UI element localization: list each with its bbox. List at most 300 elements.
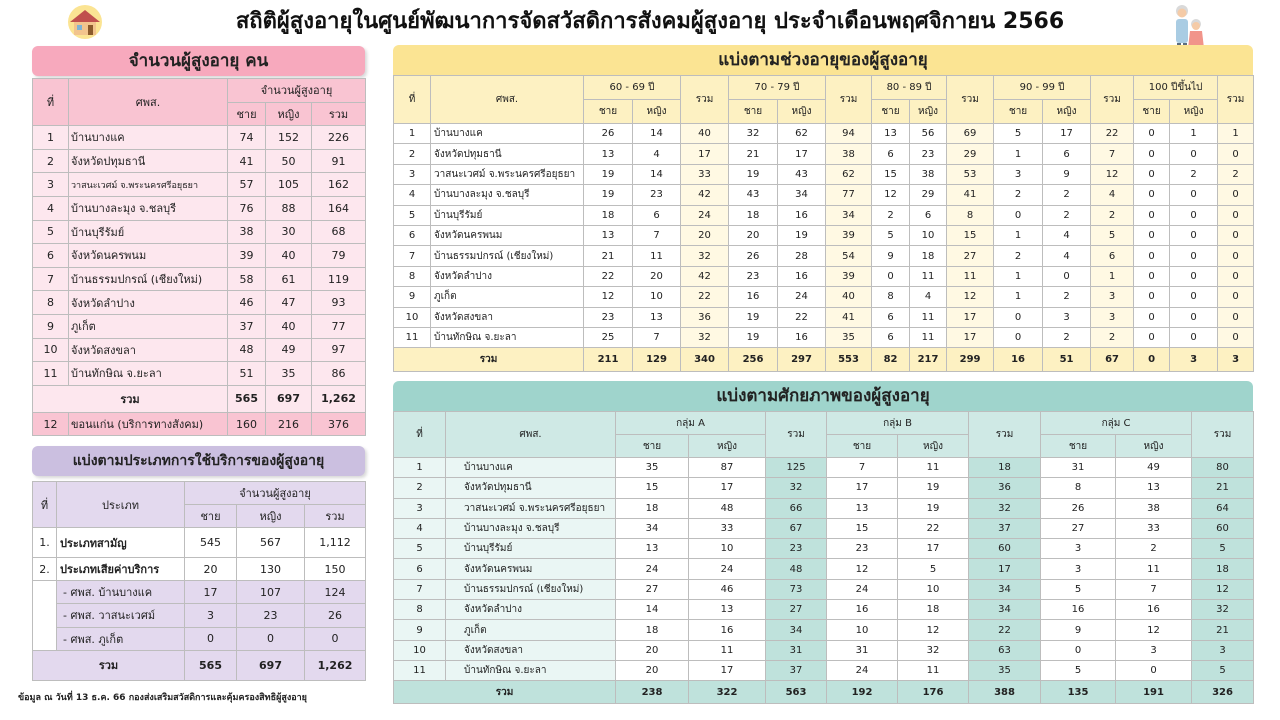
row-value: 16 — [778, 205, 826, 225]
row-value: 0 — [1170, 185, 1218, 205]
table-row — [33, 244, 366, 268]
row-value: 20 — [616, 640, 689, 660]
row-total: 29 — [947, 144, 994, 164]
row-value: 25 — [584, 327, 633, 347]
row-total: 93 — [312, 291, 366, 315]
row-value: 13 — [827, 498, 898, 518]
subrow-total: 0 — [305, 627, 366, 650]
row-total: 54 — [826, 246, 872, 266]
row-name: บ้านบางละมุง จ.ชลบุรี — [69, 196, 228, 220]
row-name: จังหวัดลำปาง — [69, 291, 228, 315]
header-age-70: 70 - 79 ปี — [729, 76, 826, 100]
row-value: 11 — [910, 327, 947, 347]
row-total: 119 — [312, 267, 366, 291]
row-total: 12 — [1192, 579, 1254, 599]
row-value: 15 — [872, 164, 910, 184]
row-value: 16 — [1116, 600, 1192, 620]
subrow-name: - ศพส. ภูเก็ต — [57, 627, 185, 650]
total-value: 299 — [947, 348, 994, 372]
row-name: บ้านธรรมปกรณ์ (เชียงใหม่) — [431, 246, 584, 266]
row-value: 0 — [1134, 287, 1170, 307]
row-value: 16 — [729, 287, 778, 307]
row-male: 58 — [228, 267, 266, 291]
row-total: 40 — [826, 287, 872, 307]
row-female: 152 — [266, 126, 312, 150]
total-value: 388 — [969, 681, 1041, 704]
row-total: 5 — [1192, 660, 1254, 680]
row-name: ภูเก็ต — [446, 620, 616, 640]
row-name: ประเภทสามัญ — [57, 528, 185, 558]
row-female: 61 — [266, 267, 312, 291]
row-value: 12 — [898, 620, 969, 640]
row-no: 6 — [33, 244, 69, 268]
subrow-female: 23 — [237, 604, 305, 627]
row-name: บ้านธรรมปกรณ์ (เชียงใหม่) — [446, 579, 616, 599]
row-no: 5 — [394, 539, 446, 559]
row-no: 7 — [394, 246, 431, 266]
total-female: 697 — [237, 650, 305, 680]
header-center: ศพส. — [69, 79, 228, 126]
row-value: 24 — [689, 559, 766, 579]
row-male: 76 — [228, 196, 266, 220]
header-female: หญิง — [1116, 435, 1192, 458]
header-female: หญิง — [898, 435, 969, 458]
table-row — [394, 478, 1254, 498]
row-value: 5 — [898, 559, 969, 579]
row-value: 14 — [633, 164, 681, 184]
row-total: 27 — [766, 600, 827, 620]
row-total: 68 — [312, 220, 366, 244]
row-value: 26 — [584, 124, 633, 144]
row-value: 13 — [689, 600, 766, 620]
header-total: รวม — [681, 76, 729, 124]
row-value: 10 — [910, 225, 947, 245]
table-row — [33, 173, 366, 197]
row-value: 0 — [1170, 307, 1218, 327]
row-no: 9 — [394, 620, 446, 640]
row-total: 34 — [969, 600, 1041, 620]
row-name: วาสนะเวศม์ จ.พระนครศรีอยุธยา — [446, 498, 616, 518]
row-value: 0 — [872, 266, 910, 286]
row-value: 13 — [633, 307, 681, 327]
row-value: 35 — [616, 458, 689, 478]
row-value: 6 — [910, 205, 947, 225]
row-value: 1 — [994, 287, 1043, 307]
row-total: 20 — [681, 225, 729, 245]
row-value: 22 — [778, 307, 826, 327]
row-female: 88 — [266, 196, 312, 220]
table-row — [394, 640, 1254, 660]
row-name: บ้านบางละมุง จ.ชลบุรี — [431, 185, 584, 205]
row-total: 86 — [312, 362, 366, 386]
table-row — [33, 362, 366, 386]
table-row — [394, 185, 1254, 205]
row-name: บ้านทักษิณ จ.ยะลา — [69, 362, 228, 386]
row-value: 11 — [910, 266, 947, 286]
row-total: 18 — [969, 458, 1041, 478]
row-value: 0 — [1134, 185, 1170, 205]
table-row — [33, 604, 366, 627]
row-value: 23 — [584, 307, 633, 327]
row-no: 1 — [33, 126, 69, 150]
age-range-table — [393, 75, 1254, 372]
row-no: 1 — [394, 458, 446, 478]
row-name: จังหวัดนครพนม — [446, 559, 616, 579]
row-no: 11 — [33, 362, 69, 386]
row-value: 11 — [898, 458, 969, 478]
page-title: สถิติผู้สูงอายุในศูนย์พัฒนาการจัดสวัสดิการสังคมผู้สูงอายุ ประจำเดือนพฤศจิกายน 2566 — [235, 9, 1065, 34]
header-male: ชาย — [994, 100, 1043, 124]
row-total: 35 — [826, 327, 872, 347]
total-label: รวม — [33, 385, 228, 412]
row-value: 8 — [872, 287, 910, 307]
header-total: รวม — [1192, 412, 1254, 458]
row-value: 17 — [898, 539, 969, 559]
row-name: จังหวัดสงขลา — [69, 338, 228, 362]
row-value: 10 — [689, 539, 766, 559]
row-total: 64 — [1192, 498, 1254, 518]
table-row — [394, 307, 1254, 327]
row-value: 3 — [1116, 640, 1192, 660]
row-total: 0 — [1218, 205, 1254, 225]
header-total: รวม — [766, 412, 827, 458]
row-value: 12 — [827, 559, 898, 579]
row-value: 7 — [827, 458, 898, 478]
row-female: 130 — [237, 558, 305, 581]
row-value: 0 — [994, 327, 1043, 347]
row-total: 0 — [1218, 266, 1254, 286]
row-total: 150 — [305, 558, 366, 581]
total-value: 192 — [827, 681, 898, 704]
header-age-100: 100 ปีขึ้นไป — [1134, 76, 1218, 100]
subrow-spacer — [33, 581, 57, 651]
header-center: ศพส. — [431, 76, 584, 124]
row-total: 34 — [766, 620, 827, 640]
row-no: 2 — [394, 478, 446, 498]
row-total: 2 — [1091, 327, 1134, 347]
row-value: 31 — [827, 640, 898, 660]
row-value: 0 — [1170, 266, 1218, 286]
header-group-a: กลุ่ม A — [616, 412, 766, 435]
row-name: จังหวัดลำปาง — [446, 600, 616, 620]
row-value: 7 — [1116, 579, 1192, 599]
row-value: 20 — [729, 225, 778, 245]
row-value: 2 — [872, 205, 910, 225]
row-value: 5 — [872, 225, 910, 245]
row-no: 1. — [33, 528, 57, 558]
row-total: 22 — [681, 287, 729, 307]
row-female: 50 — [266, 149, 312, 173]
row-value: 5 — [1041, 579, 1116, 599]
header-group-c: กลุ่ม C — [1041, 412, 1192, 435]
total-value: 0 — [1134, 348, 1170, 372]
table-row — [394, 559, 1254, 579]
age-range-banner — [393, 45, 1253, 75]
row-value: 1 — [994, 266, 1043, 286]
row-no: 11 — [394, 327, 431, 347]
row-male: 48 — [228, 338, 266, 362]
row-total: 94 — [826, 124, 872, 144]
extra-name: ขอนแก่น (บริการทางสังคม) — [69, 412, 228, 436]
row-total: 38 — [826, 144, 872, 164]
row-total: 32 — [681, 327, 729, 347]
table-row — [394, 287, 1254, 307]
row-no: 5 — [33, 220, 69, 244]
header-male: ชาย — [185, 505, 237, 528]
row-total: 2 — [1218, 164, 1254, 184]
total-value: 3 — [1170, 348, 1218, 372]
row-total: 36 — [969, 478, 1041, 498]
row-value: 46 — [689, 579, 766, 599]
total-value: 563 — [766, 681, 827, 704]
row-value: 11 — [898, 660, 969, 680]
row-value: 13 — [872, 124, 910, 144]
row-male: 545 — [185, 528, 237, 558]
total-value: 191 — [1116, 681, 1192, 704]
row-no: 3 — [394, 164, 431, 184]
age-range-banner-label: แบ่งตามช่วงอายุของผู้สูงอายุ — [718, 50, 928, 70]
row-value: 4 — [910, 287, 947, 307]
row-value: 1 — [994, 225, 1043, 245]
row-value: 9 — [1043, 164, 1091, 184]
row-value: 62 — [778, 124, 826, 144]
table-row — [394, 498, 1254, 518]
row-value: 0 — [1134, 327, 1170, 347]
row-no: 7 — [33, 267, 69, 291]
row-value: 18 — [729, 205, 778, 225]
row-total: 24 — [681, 205, 729, 225]
header-no: ที่ — [33, 482, 57, 528]
total-value: 217 — [910, 348, 947, 372]
row-male: 38 — [228, 220, 266, 244]
row-total: 8 — [947, 205, 994, 225]
service-type-table — [32, 481, 366, 681]
row-no: 9 — [33, 314, 69, 338]
row-value: 0 — [1116, 660, 1192, 680]
row-total: 39 — [826, 225, 872, 245]
row-value: 3 — [1041, 539, 1116, 559]
header-age-80: 80 - 89 ปี — [872, 76, 947, 100]
row-total: 48 — [766, 559, 827, 579]
row-no: 8 — [394, 600, 446, 620]
total-value: 211 — [584, 348, 633, 372]
row-value: 13 — [584, 225, 633, 245]
row-total: 5 — [1091, 225, 1134, 245]
row-total: 1 — [1091, 266, 1134, 286]
subrow-total: 26 — [305, 604, 366, 627]
row-no: 6 — [394, 225, 431, 245]
row-value: 17 — [827, 478, 898, 498]
row-value: 6 — [872, 144, 910, 164]
header-no: ที่ — [33, 79, 69, 126]
row-no: 6 — [394, 559, 446, 579]
table-row — [33, 581, 366, 604]
row-total: 2 — [1091, 205, 1134, 225]
header-total: รวม — [305, 505, 366, 528]
row-value: 33 — [1116, 518, 1192, 538]
row-total: 1 — [1218, 124, 1254, 144]
row-value: 0 — [1134, 266, 1170, 286]
row-value: 12 — [584, 287, 633, 307]
row-value: 87 — [689, 458, 766, 478]
header-female: หญิง — [778, 100, 826, 124]
row-total: 77 — [312, 314, 366, 338]
row-value: 24 — [778, 287, 826, 307]
header-total: รวม — [1091, 76, 1134, 124]
row-no: 8 — [394, 266, 431, 286]
header-group: จำนวนผู้สูงอายุ — [228, 79, 366, 103]
total-value: 135 — [1041, 681, 1116, 704]
total-row — [33, 650, 366, 680]
header-no: ที่ — [394, 412, 446, 458]
row-name: จังหวัดปทุมธานี — [69, 149, 228, 173]
capability-table — [393, 411, 1254, 704]
header-total: รวม — [969, 412, 1041, 458]
row-total: 42 — [681, 185, 729, 205]
row-total: 91 — [312, 149, 366, 173]
header-age-90: 90 - 99 ปี — [994, 76, 1091, 100]
row-value: 6 — [1043, 144, 1091, 164]
row-total: 17 — [969, 559, 1041, 579]
header-male: ชาย — [616, 435, 689, 458]
row-value: 23 — [910, 144, 947, 164]
row-no: 4 — [394, 185, 431, 205]
row-value: 4 — [1043, 225, 1091, 245]
row-value: 19 — [898, 498, 969, 518]
header-female: หญิง — [1170, 100, 1218, 124]
header-total: รวม — [1218, 76, 1254, 124]
row-value: 24 — [616, 559, 689, 579]
header-female: หญิง — [689, 435, 766, 458]
table-row — [33, 528, 366, 558]
row-value: 0 — [1134, 246, 1170, 266]
row-value: 2 — [1170, 164, 1218, 184]
total-row — [394, 681, 1254, 704]
elderly-count-banner — [32, 46, 365, 76]
row-value: 0 — [1170, 287, 1218, 307]
row-name: จังหวัดปทุมธานี — [431, 144, 584, 164]
row-value: 32 — [898, 640, 969, 660]
header-male: ชาย — [729, 100, 778, 124]
row-value: 21 — [584, 246, 633, 266]
row-no: 1 — [394, 124, 431, 144]
row-value: 6 — [872, 307, 910, 327]
row-value: 10 — [898, 579, 969, 599]
row-total: 33 — [681, 164, 729, 184]
table-row — [33, 558, 366, 581]
elderly-count-banner-label: จำนวนผู้สูงอายุ คน — [128, 51, 269, 71]
row-total: 125 — [766, 458, 827, 478]
table-row — [394, 205, 1254, 225]
row-value: 2 — [1116, 539, 1192, 559]
capability-banner-label: แบ่งตามศักยภาพของผู้สูงอายุ — [716, 386, 930, 406]
row-name: จังหวัดนครพนม — [69, 244, 228, 268]
row-value: 17 — [689, 478, 766, 498]
row-value: 14 — [616, 600, 689, 620]
table-row — [33, 267, 366, 291]
table-row — [33, 126, 366, 150]
row-value: 27 — [616, 579, 689, 599]
row-value: 10 — [827, 620, 898, 640]
row-total: 17 — [947, 307, 994, 327]
row-value: 15 — [616, 478, 689, 498]
row-value: 0 — [1170, 144, 1218, 164]
row-male: 20 — [185, 558, 237, 581]
extra-no: 12 — [33, 412, 69, 436]
total-value: 256 — [729, 348, 778, 372]
row-total: 32 — [766, 478, 827, 498]
table-row — [394, 266, 1254, 286]
row-value: 11 — [1116, 559, 1192, 579]
row-value: 38 — [1116, 498, 1192, 518]
row-value: 32 — [729, 124, 778, 144]
row-male: 51 — [228, 362, 266, 386]
row-total: 32 — [1192, 600, 1254, 620]
row-value: 0 — [1134, 124, 1170, 144]
row-value: 24 — [827, 660, 898, 680]
row-male: 41 — [228, 149, 266, 173]
row-name: จังหวัดนครพนม — [431, 225, 584, 245]
row-total: 79 — [312, 244, 366, 268]
row-total: 27 — [947, 246, 994, 266]
total-value: 3 — [1218, 348, 1254, 372]
row-no: 2. — [33, 558, 57, 581]
row-name: บ้านทักษิณ จ.ยะลา — [431, 327, 584, 347]
row-value: 16 — [689, 620, 766, 640]
row-total: 73 — [766, 579, 827, 599]
footnote: ข้อมูล ณ วันที่ 13 ธ.ค. 66 กองส่งเสริมสวัสดิการและคุ้มครองสิทธิผู้สูงอายุ — [18, 693, 307, 703]
row-male: 39 — [228, 244, 266, 268]
row-value: 15 — [827, 518, 898, 538]
total-value: 129 — [633, 348, 681, 372]
header-total: รวม — [826, 76, 872, 124]
header-male: ชาย — [584, 100, 633, 124]
row-female: 567 — [237, 528, 305, 558]
row-value: 0 — [1170, 225, 1218, 245]
extra-male: 160 — [228, 412, 266, 436]
row-value: 3 — [994, 164, 1043, 184]
row-no: 2 — [394, 144, 431, 164]
row-total: 34 — [969, 579, 1041, 599]
row-total: 36 — [681, 307, 729, 327]
row-value: 34 — [778, 185, 826, 205]
row-value: 0 — [1043, 266, 1091, 286]
row-value: 22 — [584, 266, 633, 286]
row-total: 3 — [1192, 640, 1254, 660]
row-value: 0 — [1134, 307, 1170, 327]
row-value: 19 — [778, 225, 826, 245]
header-no: ที่ — [394, 76, 431, 124]
subrow-male: 17 — [185, 581, 237, 604]
row-total: 32 — [969, 498, 1041, 518]
header-female: หญิง — [910, 100, 947, 124]
table-row — [394, 164, 1254, 184]
row-value: 6 — [633, 205, 681, 225]
row-total: 39 — [826, 266, 872, 286]
table-row — [394, 600, 1254, 620]
subrow-female: 0 — [237, 627, 305, 650]
row-female: 40 — [266, 314, 312, 338]
row-total: 22 — [1091, 124, 1134, 144]
table-row — [394, 327, 1254, 347]
row-total: 15 — [947, 225, 994, 245]
total-value: 297 — [778, 348, 826, 372]
table-row — [33, 220, 366, 244]
row-value: 3 — [1043, 307, 1091, 327]
subrow-female: 107 — [237, 581, 305, 604]
row-value: 6 — [872, 327, 910, 347]
row-name: บ้านบางแค — [431, 124, 584, 144]
